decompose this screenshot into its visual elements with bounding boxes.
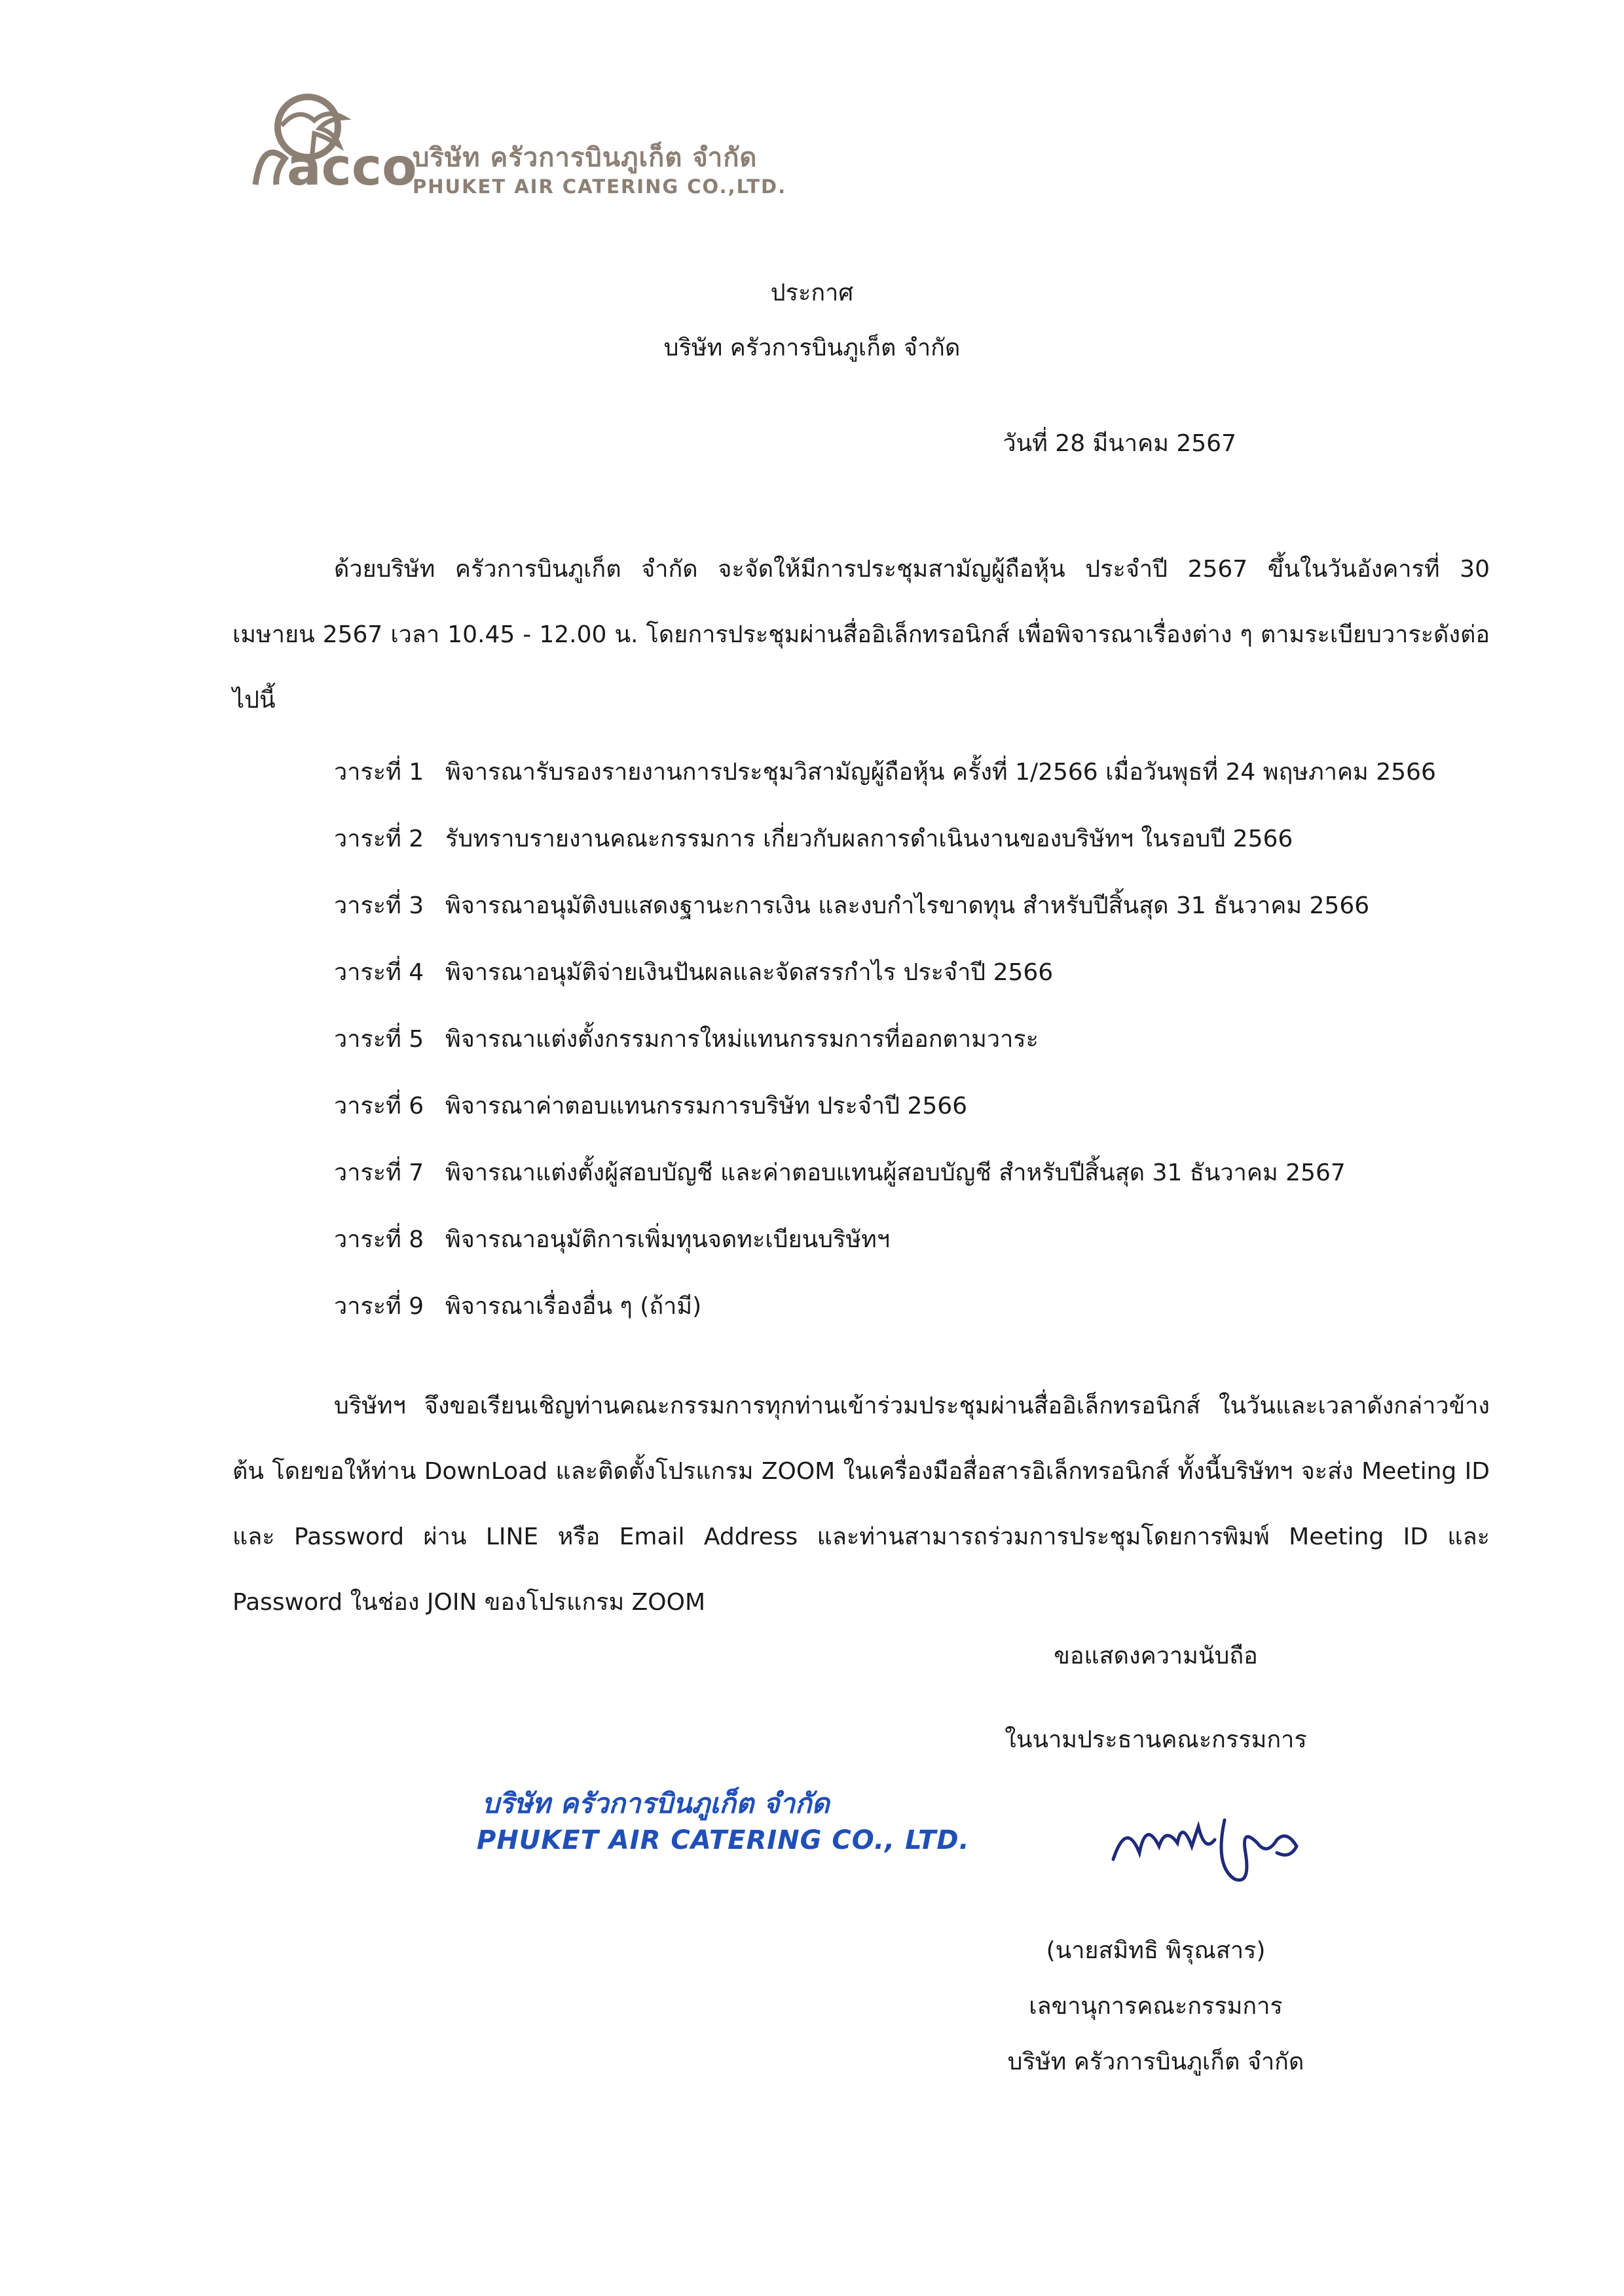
logo-wordmark: acco — [287, 138, 417, 197]
agenda-number: วาระที่ 1 — [334, 759, 424, 786]
agenda-number: วาระที่ 6 — [334, 1093, 424, 1120]
document-date: วันที่ 28 มีนาคม 2567 — [1003, 430, 1236, 457]
agenda-text: พิจารณาค่าตอบแทนกรรมการบริษัท ประจำปี 2566 — [445, 1093, 968, 1120]
signature-image — [1100, 1781, 1310, 1899]
agenda-number: วาระที่ 3 — [334, 892, 424, 919]
agenda-number: วาระที่ 7 — [334, 1159, 424, 1186]
agenda-item — [334, 953, 1513, 1020]
agenda-text: พิจารณารับรองรายงานการประชุมวิสามัญผู้ถือหุ้น ครั้งที่ 1/2566 เมื่อวันพุธที่ 24 พฤษภาคม 2566 — [445, 759, 1436, 786]
agenda-item — [334, 753, 1513, 820]
agenda-text: พิจารณาเรื่องอื่น ๆ (ถ้ามี) — [445, 1293, 702, 1320]
announcement-company: บริษัท ครัวการบินภูเก็ต จำกัด — [663, 335, 961, 361]
company-stamp — [477, 1782, 970, 1874]
agenda-number: วาระที่ 2 — [334, 826, 424, 852]
agenda-item — [334, 1220, 1513, 1287]
invitation-paragraph: บริษัทฯ จึงขอเรียนเชิญท่านคณะกรรมการทุกท่านเข้าร่วมประชุมผ่านสื่ออิเล็กทรอนิกส์ ในวันและเวลาดังกล่าวข้างต้น โดยขอให้ท่าน DownLoad และติดตั้งโปรแกรม ZOOM ในเครื่องมือสื่อสารอิเล็กทรอนิกส์ ทั้งนี้บริษัทฯ จะส่ง Meeting ID และ Password ผ่าน LINE หรือ Email Address และท่านสามารถร่วมการประชุมโดยการพิมพ์ Meeting ID และ Password ในช่อง JOIN ของโปรแกรม ZOOM — [232, 1393, 1490, 1616]
agenda-number: วาระที่ 8 — [334, 1226, 424, 1253]
agenda-text: รับทราบรายงานคณะกรรมการ เกี่ยวกับผลการดำเนินงานของบริษัทฯ ในรอบปี 2566 — [445, 826, 1293, 852]
intro-paragraph: ด้วยบริษัท ครัวการบินภูเก็ต จำกัด จะจัดให้มีการประชุมสามัญผู้ถือหุ้น ประจำปี 2567 ขึ้นในวันอังคารที่ 30 เมษายน 2567 เวลา 10.45 - 12.00 น. โดยการประชุมผ่านสื่ออิเล็กทรอนิกส์ เพื่อพิจารณาเรื่องต่าง ๆ ตามระเบียบวาระดังต่อไปนี้ — [232, 556, 1490, 714]
agenda-list — [334, 753, 1513, 1354]
company-logo — [236, 86, 417, 198]
agenda-text: พิจารณาอนุมัติการเพิ่มทุนจดทะเบียนบริษัทฯ — [445, 1226, 891, 1253]
agenda-text: พิจารณาแต่งตั้งกรรมการใหม่แทนกรรมการที่ออกตามวาระ — [445, 1026, 1039, 1053]
agenda-text: พิจารณาอนุมัติจ่ายเงินปันผลและจัดสรรกำไร ประจำปี 2566 — [445, 959, 1054, 986]
agenda-item — [334, 886, 1513, 953]
agenda-item — [334, 1154, 1513, 1220]
stamp-company-en: PHUKET AIR CATERING CO., LTD. — [477, 1825, 970, 1855]
letterhead-company-th: บริษัท ครัวการบินภูเก็ต จำกัด — [413, 143, 758, 173]
stamp-company-th: บริษัท ครัวการบินภูเก็ต จำกัด — [482, 1787, 830, 1819]
signer-company: บริษัท ครัวการบินภูเก็ต จำกัด — [1007, 2049, 1304, 2075]
agenda-number: วาระที่ 5 — [334, 1026, 424, 1053]
announcement-title: ประกาศ — [770, 280, 854, 306]
agenda-text: พิจารณาอนุมัติงบแสดงฐานะการเงิน และงบกำไรขาดทุน สำหรับปีสิ้นสุด 31 ธันวาคม 2566 — [445, 892, 1370, 919]
signer-name: (นายสมิทธิ พิรุณสาร) — [1046, 1937, 1266, 1964]
agenda-item — [334, 820, 1513, 886]
agenda-item — [334, 1287, 1513, 1354]
closing-on-behalf: ในนามประธานคณะกรรมการ — [1005, 1726, 1307, 1753]
letterhead-company-en: PHUKET AIR CATERING CO.,LTD. — [413, 175, 787, 198]
closing-regards: ขอแสดงความนับถือ — [1054, 1643, 1258, 1669]
agenda-text: พิจารณาแต่งตั้งผู้สอบบัญชี และค่าตอบแทนผู้สอบบัญชี สำหรับปีสิ้นสุด 31 ธันวาคม 2567 — [445, 1159, 1346, 1186]
agenda-number: วาระที่ 9 — [334, 1293, 424, 1320]
agenda-item — [334, 1087, 1513, 1154]
agenda-item — [334, 1020, 1513, 1087]
signer-title: เลขานุการคณะกรรมการ — [1029, 1993, 1283, 2020]
agenda-number: วาระที่ 4 — [334, 959, 424, 986]
